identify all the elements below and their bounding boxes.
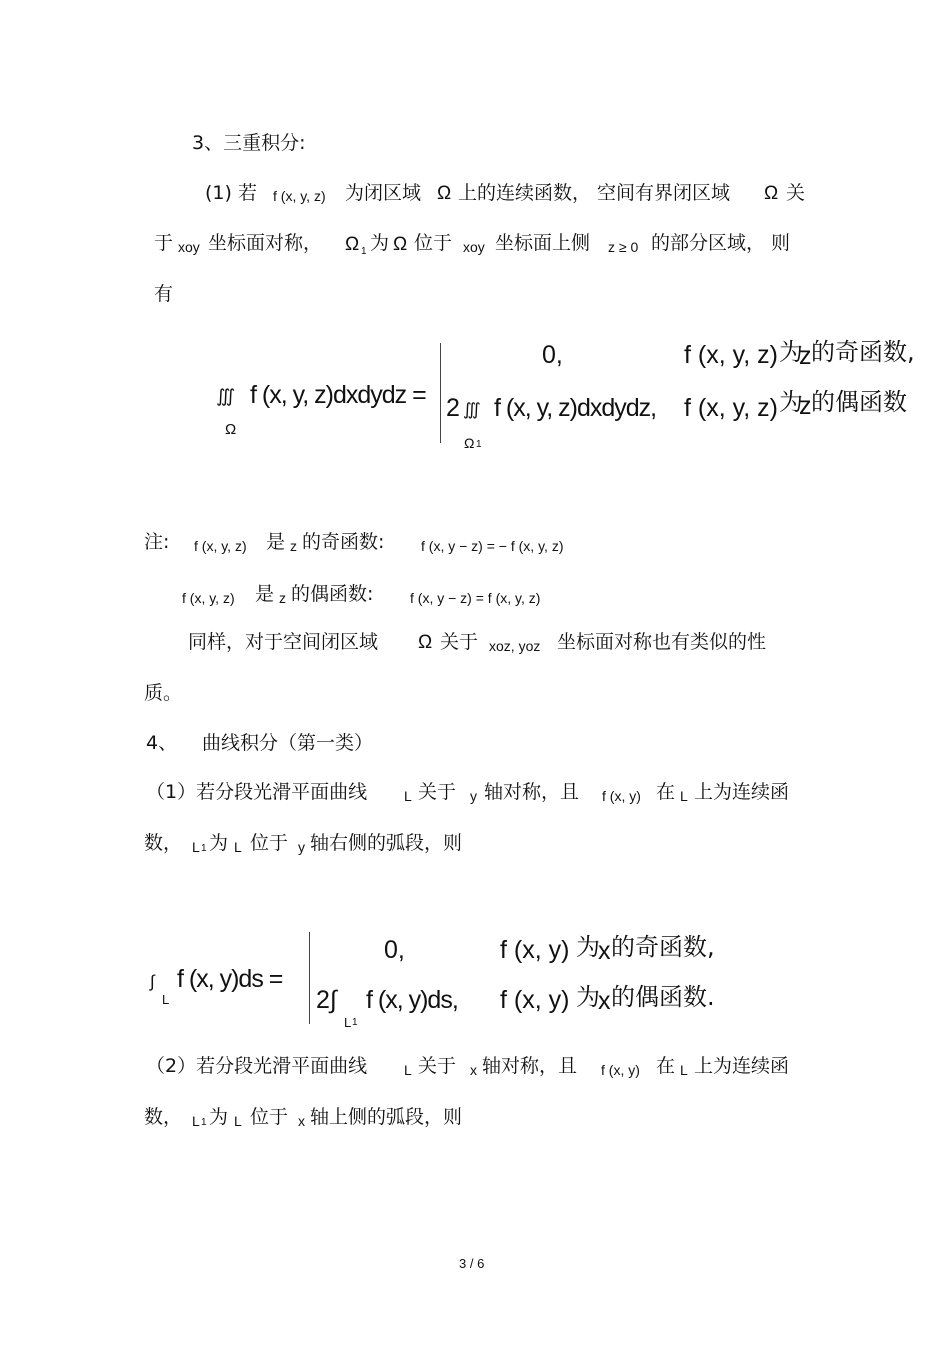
case-1-value: 0, [384,936,405,964]
note-2-text: 是 [255,583,275,605]
case-1-variable: x [598,937,611,965]
curve-2-text-2: 为 [209,832,229,854]
case-2-text-2: 的偶函数 [811,388,907,416]
curve-L: L [680,788,688,804]
axis-x: x [298,1113,305,1129]
omega-1-symbol: Ω [345,234,360,255]
section-3-heading: 3、三重积分: [192,132,306,154]
paragraph-2-text: 坐标面上侧 [495,232,591,254]
case-2-coefficient: 2 [446,394,460,422]
curve-3-text-3: 轴对称，且 [482,1055,578,1077]
omega-symbol: Ω [418,632,433,653]
curve-4-text-4: 轴上侧的弧段，则 [310,1106,463,1128]
case-2-omega-subscript: 1 [476,439,482,450]
triple-integral-sign: ∭ [216,386,234,406]
similar-text-3: 坐标面对称也有类似的性 [557,631,767,653]
case-2-text-2: 的偶函数. [611,983,715,1011]
case-2-variable: z [799,392,812,420]
function-f-xy: f (x, y) [602,788,641,804]
axis-x: x [470,1062,477,1078]
case-2-text: 为 [576,983,600,1011]
case-2-variable: x [598,987,611,1015]
paragraph-2-text: 为 [370,232,390,254]
curve-3-text-5: 上为连续函 [694,1055,790,1077]
case-2-coefficient: 2∫ [316,986,337,1014]
curve-1-text: （1）若分段光滑平面曲线 [146,781,368,803]
integral-sign: ∫ [150,972,155,991]
curve-1-text-3: 轴对称，且 [484,781,580,803]
case-2-value: f (x, y, z)dxdydz, [494,394,657,422]
function-f-xy: f (x, y) [601,1062,640,1078]
note-2-text-2: 的偶函数: [291,583,374,605]
axis-y: y [298,839,305,855]
curve-3-text-2: 关于 [418,1055,457,1077]
case-brace [309,932,310,1024]
omega-under-integral: Ω [225,421,237,438]
curve-2-text-3: 位于 [250,832,289,854]
similar-text-2: 关于 [440,631,479,653]
planes-label: xoz, yoz [489,638,541,654]
note-1-equation: f (x, y − z) = − f (x, y, z) [421,538,564,554]
section-4-number: 4、 [146,732,178,754]
L-under-integral: L [162,992,170,1007]
function-f-xyz: f (x, y, z) [273,188,326,204]
note-2-function: f (x, y, z) [182,590,235,606]
case-1-text-2: 的奇函数, [611,933,715,961]
note-1-function: f (x, y, z) [194,538,247,554]
note-1-variable: z [290,538,297,554]
curve-L1: L [192,1113,200,1129]
paragraph-2-text: 位于 [414,232,453,254]
case-1-function: f (x, y) [500,936,570,964]
case-1-value: 0, [542,341,563,369]
paragraph-1-text-2: 上的连续函数， 空间有界闭区域 [458,182,731,204]
case-1-text: 为 [779,338,803,366]
case-1-text-2: 的奇函数, [811,338,915,366]
curve-L: L [404,788,412,804]
note-2-equation: f (x, y − z) = f (x, y, z) [410,590,541,606]
similar-text: 同样，对于空间闭区域 [188,631,379,653]
similar-text-4: 质。 [144,682,183,704]
case-1-variable: z [799,342,812,370]
case-2-function: f (x, y) [500,986,570,1014]
paragraph-2-text: 的部分区域， 则 [651,232,791,254]
xoy-label: xoy [178,239,200,255]
curve-L: L [234,1113,242,1129]
paragraph-2-text: 于 [154,232,174,254]
curve-2-text: 数， [144,832,183,854]
xoy-label: xoy [463,239,485,255]
note-2-variable: z [279,590,286,606]
omega-symbol: Ω [437,183,452,204]
curve-4-text-2: 为 [209,1106,229,1128]
case-2-integral-sign: ∭ [463,400,479,419]
curve-3-text: （2）若分段光滑平面曲线 [146,1055,368,1077]
curve-1-text-5: 上为连续函 [694,781,790,803]
paragraph-3-text: 有 [154,283,174,305]
case-2-function: f (x, y, z) [684,394,778,422]
note-1-text-2: 的奇函数: [302,531,385,553]
case-2-text: 为 [779,388,803,416]
case-2-omega: Ω [464,435,475,451]
curve-L: L [680,1062,688,1078]
omega-symbol: Ω [393,234,408,255]
curve-L1: L [192,839,200,855]
case-2-L-subscript: 1 [352,1017,358,1028]
curve-L: L [404,1062,412,1078]
case-1-function: f (x, y, z) [684,341,778,369]
curve-2-text-4: 轴右侧的弧段，则 [310,832,463,854]
case-brace [440,343,441,443]
note-label: 注: [144,531,170,553]
curve-1-text-4: 在 [656,781,676,803]
curve-1-text-2: 关于 [418,781,457,803]
z-condition: z ≥ 0 [608,239,639,255]
curve-3-text-4: 在 [656,1055,676,1077]
axis-y: y [470,788,477,804]
curve-4-text: 数， [144,1106,183,1128]
curve-4-text-3: 位于 [250,1106,289,1128]
section-4-heading: 曲线积分（第一类） [202,732,374,754]
page-number: 3 / 6 [459,1256,485,1271]
formula-lhs: f (x, y, z)dxdydz = [250,381,426,409]
paragraph-1-prefix: (1) 若 [205,182,257,204]
curve-L1-subscript: 1 [201,1117,207,1128]
case-2-L: L [344,1015,352,1030]
omega-1-subscript: 1 [361,246,367,257]
curve-L1-subscript: 1 [201,843,207,854]
omega-symbol: Ω [764,183,779,204]
case-1-text: 为 [576,933,600,961]
paragraph-1-text: 为闭区域 [345,182,422,204]
formula-2-lhs: f (x, y)ds = [177,965,283,993]
note-1-text: 是 [266,531,286,553]
curve-L: L [234,839,242,855]
paragraph-1-text-3: 关 [786,182,806,204]
case-2-value: f (x, y)ds, [366,986,458,1014]
paragraph-2-text: 坐标面对称， [208,232,323,254]
